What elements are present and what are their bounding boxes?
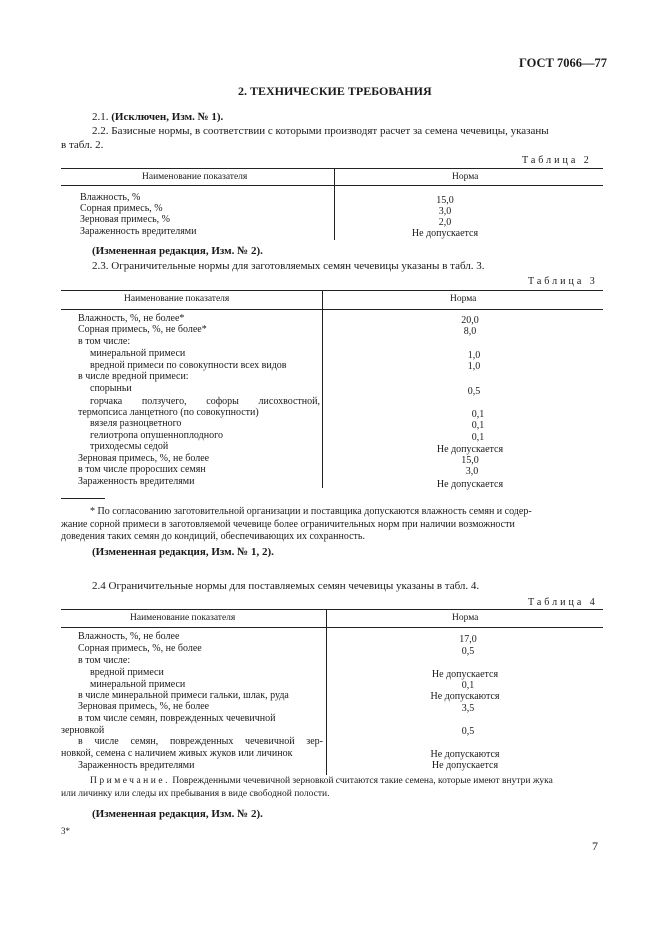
table-3-row-name: триходесмы седой (90, 441, 169, 452)
table-3-row-name: в том числе проросших семян (78, 464, 206, 475)
table-3-row-norm: 8,0 (463, 326, 477, 337)
amendment-note: (Измененная редакция, Изм. № 1, 2). (92, 546, 274, 558)
table-3-row-name: вредной примеси по совокупности всех видов (90, 360, 287, 371)
table-4-top-rule (61, 609, 603, 610)
table-4-row-name: Влажность, %, не более (78, 631, 180, 642)
table-4-row-norm: Не допускаются (430, 691, 500, 702)
table-4-row-norm: 0,1 (461, 680, 475, 691)
table-4-col-name-header: Наименование показателя (130, 613, 236, 623)
table-4-col-norm-header: Норма (452, 613, 479, 623)
signature-mark: 3* (61, 826, 70, 836)
table-4-row-name: новкой, семена с наличием живых жуков или личинок (61, 748, 293, 759)
document-code: ГОСТ 7066—77 (519, 56, 608, 70)
table-3-row-name: Влажность, %, не более* (78, 313, 185, 324)
table-4-row-norm: Не допускается (431, 760, 499, 771)
table-2-top-rule (61, 168, 603, 169)
table-3-row-norm: 1,0 (467, 350, 481, 361)
table-4-row-name: в числе семян, поврежденных чечевичной зер- (78, 736, 323, 747)
table-4-row-name: вредной примеси (90, 667, 164, 678)
table-3-col-norm-header: Норма (450, 294, 477, 304)
table-2-row-name: Сорная примесь, % (80, 203, 163, 214)
table-4-row-name: в числе минеральной примеси гальки, шлак, руда (78, 690, 289, 701)
table-3-row-norm: 1,0 (467, 361, 481, 372)
table-4-row-norm: Не допускаются (430, 749, 500, 760)
table-4-header-rule (61, 627, 603, 628)
table-3-row-name: термопсиса ланцетного (по совокупности) (78, 407, 259, 418)
table-3-row-name: спорыньи (90, 383, 132, 394)
table-3-row-norm: 0,1 (471, 432, 485, 443)
table-3-row-norm: 0,1 (471, 420, 485, 431)
table-4-row-norm: 0,5 (461, 646, 475, 657)
table-2-row-norm: 15,0 (436, 195, 454, 206)
section-title: 2. ТЕХНИЧЕСКИЕ ТРЕБОВАНИЯ (238, 84, 432, 98)
table-3-row-norm: 3,0 (465, 466, 479, 477)
table-3-row-norm: Не допускается (436, 444, 504, 455)
page-number: 7 (592, 839, 598, 853)
table-3-row-norm: 20,0 (461, 315, 479, 326)
table-3-row-name: горчака ползучего, софоры лисохвостной, (90, 396, 320, 407)
table-2-row-norm: 3,0 (438, 206, 452, 217)
table-2-column-divider (334, 168, 335, 240)
table-3-caption: Таблица 3 (528, 276, 598, 287)
table-4-row-norm: Не допускается (431, 669, 499, 680)
table-2-row-norm: Не допускается (411, 228, 479, 239)
paragraph-2-2-line1: 2.2. Базисные нормы, в соответствии с которыми производят расчет за семена чечевицы, указаны (92, 125, 549, 137)
table-4-row-norm: 0,5 (461, 726, 475, 737)
table-4-row-name: минеральной примеси (90, 679, 186, 690)
table-3-row-name: Зараженность вредителями (78, 476, 195, 487)
footnote-line: доведения таких семян до кондиций, обеспечивающих их сохранность. (61, 531, 365, 542)
table-3-row-name: Зерновая примесь, %, не более (78, 453, 210, 464)
table-3-row-norm: Не допускается (436, 479, 504, 490)
paragraph-2-1-text: (Исключен, Изм. № 1). (111, 111, 224, 123)
amendment-note: (Измененная редакция, Изм. № 2). (92, 245, 263, 257)
table-3-row-name: в том числе: (78, 336, 131, 347)
note-text: Поврежденными чечевичной зерновкой считаются такие семена, которые имеют внутри жука (169, 776, 553, 786)
table-2-row-name: Влажность, % (80, 192, 141, 203)
table-4-row-name: Сорная примесь, %, не более (78, 643, 202, 654)
table-3-row-norm: 0,1 (471, 409, 485, 420)
table-2-header-rule (61, 185, 603, 186)
footnote-line: * По согласованию заготовительной организации и поставщика допускаются влажность семян и содер- (90, 506, 532, 517)
table-4-row-name: Зараженность вредителями (78, 760, 195, 771)
table-3-top-rule (61, 290, 603, 291)
table-4-row-norm: 17,0 (459, 634, 477, 645)
footnote-rule (61, 498, 105, 499)
table-4-note (90, 776, 553, 786)
note-label: Примечание. (90, 776, 170, 786)
table-3-column-divider (322, 290, 323, 488)
footnote-line: жание сорной примеси в заготовляемой чечевице более ограничительных норм при наличии возможности (61, 519, 515, 530)
table-2-caption: Таблица 2 (522, 155, 592, 166)
table-4-row-name: в том числе: (78, 655, 131, 666)
paragraph-2-2-line2: в табл. 2. (61, 139, 104, 151)
table-3-header-rule (61, 309, 603, 310)
table-3-row-name: вязеля разноцветного (90, 418, 182, 429)
table-2-col-name-header: Наименование показателя (142, 172, 248, 182)
table-2-row-name: Зараженность вредителями (80, 226, 197, 237)
table-2-row-norm: 2,0 (438, 217, 452, 228)
table-3-row-norm: 0,5 (467, 386, 481, 397)
table-3-row-name: гелиотропа опушенноплодного (90, 430, 223, 441)
paragraph-2-4: 2.4 Ограничительные нормы для поставляемых семян чечевицы указаны в табл. 4. (92, 580, 480, 592)
table-4-column-divider (326, 609, 327, 775)
table-4-row-name: Зерновая примесь, %, не более (78, 701, 210, 712)
table-3-col-name-header: Наименование показателя (124, 294, 230, 304)
paragraph-2-1-number: 2.1. (92, 111, 112, 123)
table-2-col-norm-header: Норма (452, 172, 479, 182)
note-text-line2: или личинку или следы их пребывания в виде свободной полости. (61, 789, 330, 799)
table-4-row-norm: 3,5 (461, 703, 475, 714)
table-2-row-name: Зерновая примесь, % (80, 214, 170, 225)
table-4-row-name: зерновкой (61, 725, 105, 736)
table-4-row-name: в том числе семян, поврежденных чечевичной (78, 713, 276, 724)
table-3-row-name: Сорная примесь, %, не более* (78, 324, 207, 335)
table-3-row-name: в числе вредной примеси: (78, 371, 189, 382)
table-4-caption: Таблица 4 (528, 597, 598, 608)
table-3-row-norm: 15,0 (461, 455, 479, 466)
table-3-row-name: минеральной примеси (90, 348, 186, 359)
amendment-note: (Измененная редакция, Изм. № 2). (92, 808, 263, 820)
paragraph-2-3: 2.3. Ограничительные нормы для заготовляемых семян чечевицы указаны в табл. 3. (92, 260, 485, 272)
paragraph-2-1 (92, 111, 223, 123)
